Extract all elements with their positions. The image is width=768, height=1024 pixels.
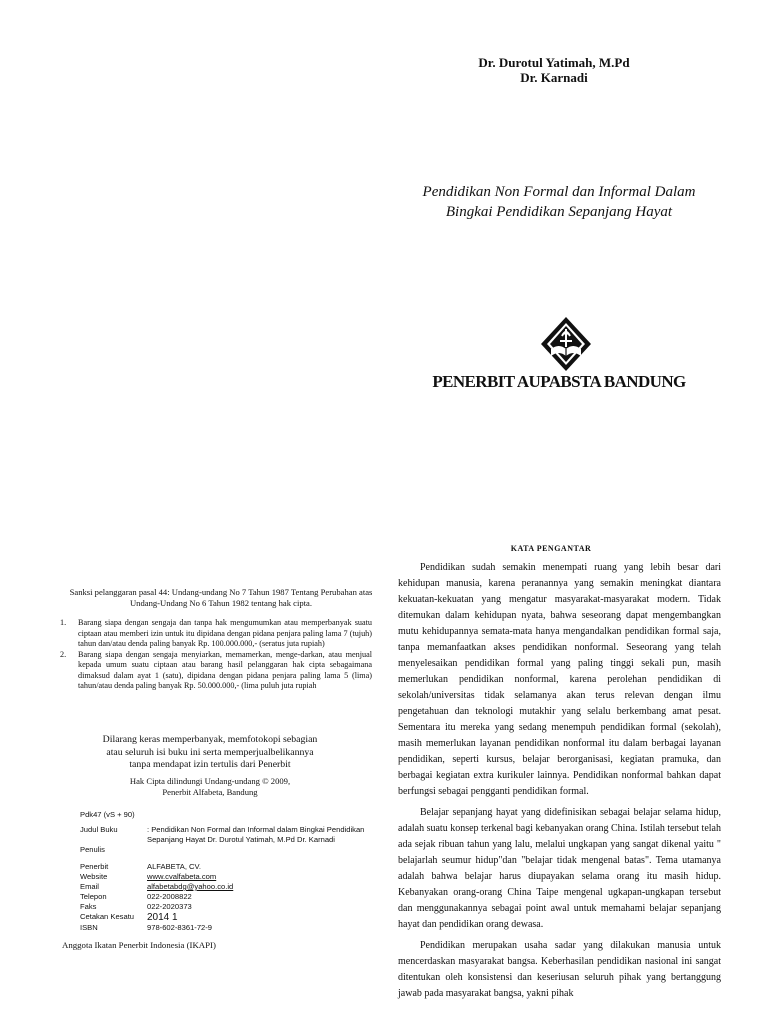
detail-value: ALFABETA, CV. — [147, 862, 202, 871]
detail-value: 978-602-8361-72-9 — [147, 923, 213, 932]
detail-label: Cetakan Kesatu — [80, 912, 135, 921]
detail-row-email — [80, 882, 380, 892]
preface-paragraph: Belajar sepanjang hayat yang didefinisikan sebagai belajar selama hidup, adalah suatu konsep terkenal bagi kebanyakan orang China. Istilah tersebut telah ada sejak ribuan tahun yang lalu, melalui ungkapan yang sangat dikenal yaitu " belajarlah seumur hidup"dan "belajar tidak mengenal batas". Tema utamanya adalah bahwa belajar harus diupayakan selama orang itu masih hidup. Kebanyakan orang-orang China Taipe mengenal ugkapan-ungkapan tersebut dan menggunakannya sebagai point awal untuk memahami belajar sepanjang hayat dan pendidikan orang dewasa. — [398, 807, 721, 930]
detail-value: 022-2008822 — [147, 892, 192, 901]
book-title-line-1: Pendidikan Non Formal dan Informal Dalam — [422, 184, 696, 200]
preface-heading: KATA PENGANTAR — [510, 544, 592, 553]
detail-label: Faks — [80, 902, 97, 911]
sanksi-item-number: 2. — [60, 649, 67, 659]
publisher-book-emblem-icon — [538, 316, 594, 372]
copy-warning — [70, 734, 350, 772]
author-1: Dr. Durotul Yatimah, M.Pd — [478, 55, 630, 70]
sanksi-list — [60, 618, 372, 692]
detail-label: Judul Buku — [80, 825, 118, 834]
preface-paragraph: Pendidikan merupakan usaha sadar yang dilakukan manusia untuk mencerdaskan masyarakat bangsa. Keberhasilan pendidikan nasional ini sangat ditentukan oleh konsistensi dan keseriusan seluruh pihak yang bertanggung jawab pada masyarakat bangsa, yakni pihak — [398, 940, 721, 999]
website-link[interactable]: www.cvalfabeta.com — [147, 872, 217, 881]
sanksi-item-text: Barang siapa dengan sengaja menyiarkan, memamerkan, menge-darkan, atau menjual kepada umum suatu ciptaan atau barang hasil pelanggaran hak cipta sebagaimana dimaksud dalam ayat 1 (satu), dipidana dengan pidana penjara paling lama 5 (lima) tahun/atau denda paling banyak Rp. 50.000.000,- (lima puluh juta rupiah — [78, 649, 372, 690]
detail-label: Email — [80, 882, 99, 891]
copyright-line: Penerbit Alfabeta, Bandung — [162, 787, 258, 797]
detail-row-cetakan — [80, 912, 380, 923]
detail-label: Website — [80, 872, 108, 881]
sanksi-item-text: Barang siapa dengan sengaja dan tanpa hak mengumumkan atau memperbanyak suatu ciptaan atau memberi izin untuk itu dipidana dengan pidana penjara paling lama 7 (tujuh) tahun dan/atau denda paling banyak Rp. 100.000.000,- (seratus juta rupiah) — [78, 618, 372, 648]
sanksi-item-number: 1. — [60, 618, 67, 627]
detail-value — [147, 845, 380, 855]
preface-body — [398, 560, 721, 1007]
author-block — [384, 55, 724, 85]
detail-row-penerbit — [80, 862, 380, 872]
detail-label: Penulis — [80, 845, 105, 854]
copy-warning-line: tanpa mendapat izin tertulis dari Penerbit — [129, 759, 291, 770]
detail-value: 2014 1 — [147, 912, 178, 923]
author-2: Dr. Karnadi — [520, 70, 588, 85]
detail-value: : Pendidikan Non Formal dan Informal dalam Bingkai Pendidikan Sepanjang Hayat Dr. Durotul Yatimah, M.Pd Dr. Karnadi — [147, 825, 365, 844]
copy-warning-line: Dilarang keras memperbanyak, memfotokopi sebagian — [102, 734, 318, 745]
detail-row-judul — [80, 825, 380, 845]
detail-value: 022-2020373 — [147, 902, 192, 911]
detail-row-telepon — [80, 892, 380, 902]
detail-row-penulis — [80, 845, 380, 855]
detail-label: Telepon — [80, 892, 107, 901]
preface-paragraph: Pendidikan sudah semakin menempati ruang yang lebih besar dari kehidupan manusia, karena peranannya yang semakin meningkat diantara kekuatan-kekuatan yang mengatur masyarakat-masyarakat modern. Tidak ditemukan dalam kehidupan nyata, bahwa seseorang dapat mengembangkan mutu kehidupannya semata-mata hanya mengandalkan pendidikan formal saja, tanpa memanfaatkan akses pendidikan nonformal. Seseorang yang telah menyelesaikan pendidikan formal yang paling tinggi sekali pun, masih memerlukan pendidikan nonformal, karena perolehan pendidikan di sekolah/universitas tidak selamanya akan terus relevan dengan ilmu pengetahuan dan teknologi mutakhir yang selalu berkembang amat pesat. Sementara itu mereka yang sedang menempuh pendidikan formal (sekolah), masih memerlukan layanan pendidikan nonformal itu dalam berbagai layanan pendidikan, seperti kursus, belajar berorganisasi, kegiatan pramuka, dan berbagai kegiatan extra kurikuler lainnya. Pendidikan nonformal bahkan dapat berfungsi sebagai pengganti pendidikan formal. — [398, 562, 721, 797]
detail-row-website — [80, 872, 380, 882]
copy-warning-line: atau seluruh isi buku ini serta memperjualbelikannya — [106, 746, 314, 758]
book-title — [384, 182, 734, 222]
detail-label: Penerbit — [80, 862, 109, 871]
publisher-name: PENERBIT AUPABSTA BANDUNG — [432, 372, 686, 391]
detail-label: ISBN — [80, 923, 98, 932]
publication-details — [80, 810, 380, 933]
copyright-notice — [90, 776, 330, 798]
book-title-line-2: Bingkai Pendidikan Sepanjang Hayat — [445, 204, 673, 220]
sanksi-item — [60, 618, 372, 650]
detail-row-faks — [80, 902, 380, 912]
sanksi-title: Sanksi pelanggaran pasal 44: Undang-undang No 7 Tahun 1987 Tentang Perubahan atas Undang-Undang No 6 Tahun 1982 tentang hak cipta. — [69, 587, 373, 608]
sanksi-item — [60, 650, 372, 692]
ikapi-membership: Anggota Ikatan Penerbit Indonesia (IKAPI) — [62, 940, 216, 950]
email-link[interactable]: alfabetabdg@yahoo.co.id — [147, 882, 234, 891]
catalog-code: Pdk47 (vS + 90) — [80, 810, 135, 819]
detail-row-isbn — [80, 923, 380, 933]
copyright-line: Hak Cipta dilindungi Undang-undang © 2009, — [129, 776, 291, 786]
